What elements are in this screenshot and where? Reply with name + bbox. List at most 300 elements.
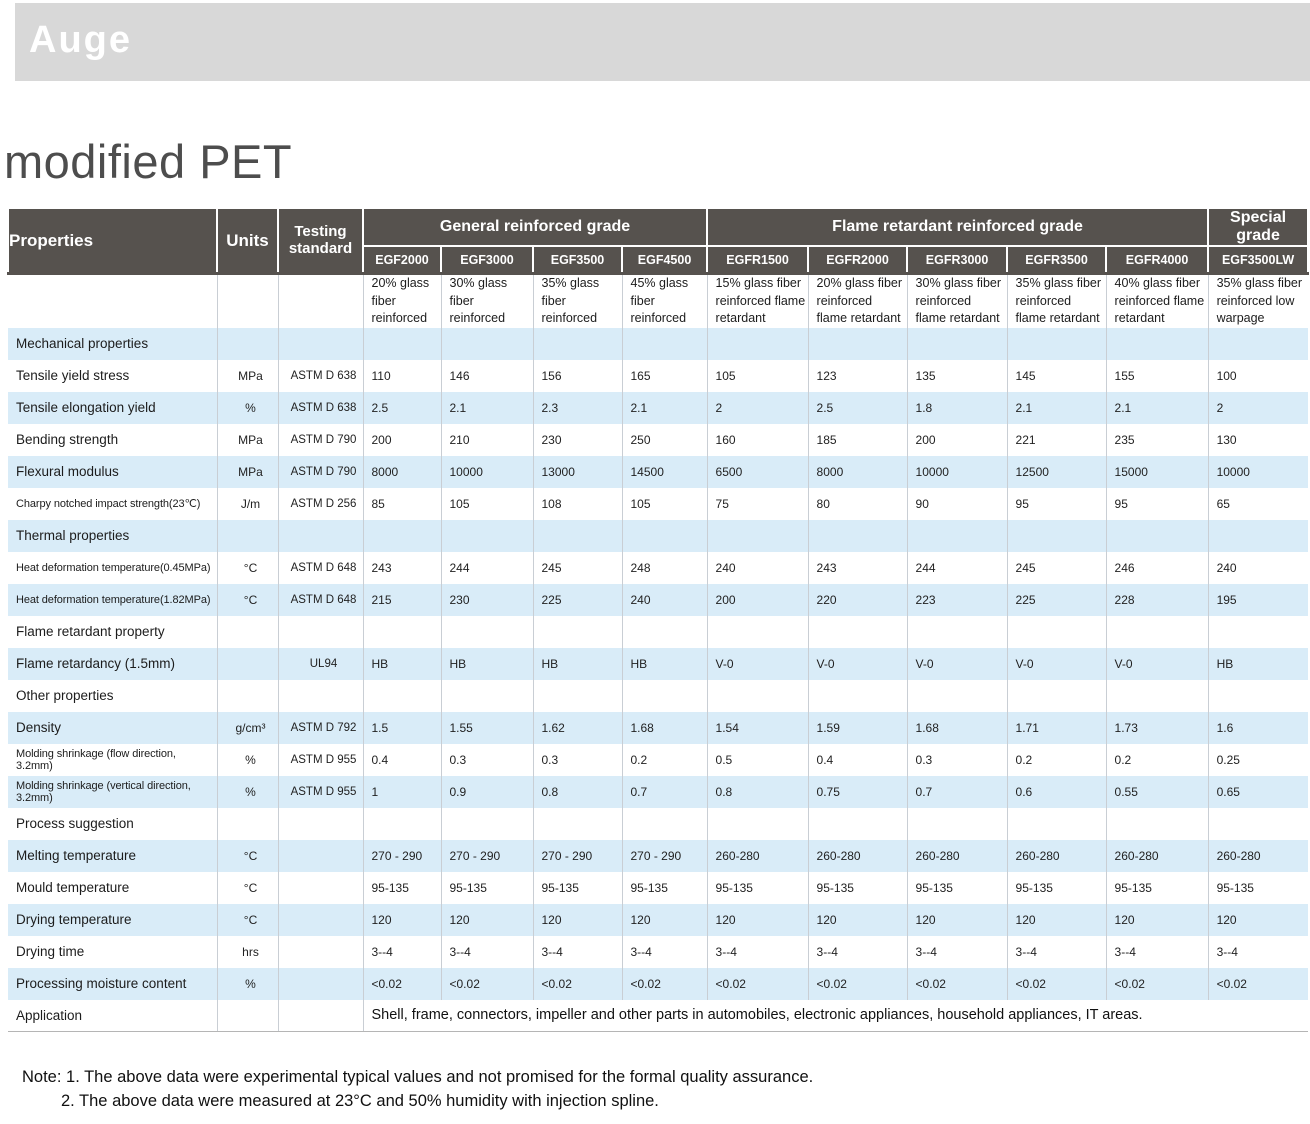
grade-description: 30% glass fiber reinforced: [441, 274, 533, 328]
value-cell: 270 - 290: [622, 840, 707, 872]
standard-cell: ASTM D 792: [278, 712, 363, 744]
value-cell: 95-135: [441, 872, 533, 904]
grade-description: 15% glass fiber reinforced flame retardant: [707, 274, 808, 328]
value-cell: 220: [808, 584, 907, 616]
standard-cell: ASTM D 955: [278, 776, 363, 808]
note-line-2: 2. The above data were measured at 23°C and 50% humidity with injection spline.: [61, 1091, 659, 1110]
value-cell: 0.8: [533, 776, 622, 808]
note-line-1: Note: 1. The above data were experimental typical values and not promised for the formal quality assurance.: [22, 1068, 814, 1086]
value-cell: 3--4: [1208, 936, 1308, 968]
data-row: [8, 648, 1308, 680]
col-header-units: Units: [217, 208, 278, 274]
value-cell: <0.02: [363, 968, 441, 1000]
model-header-egfr3500: EGFR3500: [1007, 246, 1106, 274]
value-cell: HB: [441, 648, 533, 680]
standard-cell: ASTM D 648: [278, 552, 363, 584]
value-cell: 95-135: [1007, 872, 1106, 904]
value-cell: 120: [1106, 904, 1208, 936]
value-cell: 95-135: [622, 872, 707, 904]
value-cell: 260-280: [1106, 840, 1208, 872]
value-cell: 230: [441, 584, 533, 616]
value-cell: [1007, 680, 1106, 712]
property-label: Molding shrinkage (flow direction, 3.2mm): [16, 747, 176, 772]
data-row: [8, 584, 1308, 616]
value-cell: [622, 520, 707, 552]
value-cell: 240: [1208, 552, 1308, 584]
value-cell: [808, 616, 907, 648]
value-cell: V-0: [808, 648, 907, 680]
property-label: Application: [8, 1000, 217, 1032]
value-cell: 1.73: [1106, 712, 1208, 744]
value-cell: 0.8: [707, 776, 808, 808]
value-cell: 2.1: [1007, 392, 1106, 424]
value-cell: 3--4: [1007, 936, 1106, 968]
data-row: [8, 776, 1308, 808]
grade-description: 35% glass fiber reinforced: [533, 274, 622, 328]
value-cell: HB: [533, 648, 622, 680]
value-cell: 75: [707, 488, 808, 520]
value-cell: V-0: [1106, 648, 1208, 680]
value-cell: 246: [1106, 552, 1208, 584]
value-cell: [1007, 808, 1106, 840]
property-label: Drying temperature: [16, 912, 132, 927]
value-cell: 2: [1208, 392, 1308, 424]
empty-cell: [278, 274, 363, 328]
value-cell: [363, 680, 441, 712]
standard-cell: [278, 328, 363, 360]
value-cell: [808, 328, 907, 360]
value-cell: 0.55: [1106, 776, 1208, 808]
value-cell: 105: [441, 488, 533, 520]
value-cell: [907, 328, 1007, 360]
unit-cell: %: [217, 744, 278, 776]
value-cell: <0.02: [707, 968, 808, 1000]
group-header-row: [8, 208, 1308, 246]
value-cell: 245: [533, 552, 622, 584]
standard-cell: [278, 936, 363, 968]
data-row: [8, 392, 1308, 424]
value-cell: 8000: [363, 456, 441, 488]
value-cell: [533, 616, 622, 648]
unit-cell: [217, 648, 278, 680]
section-row: [8, 680, 1308, 712]
value-cell: 225: [533, 584, 622, 616]
value-cell: [1208, 616, 1308, 648]
application-row: [8, 1000, 1308, 1032]
value-cell: [1106, 328, 1208, 360]
value-cell: [907, 520, 1007, 552]
standard-cell: [278, 904, 363, 936]
empty-cell: [278, 1000, 363, 1032]
value-cell: 1.71: [1007, 712, 1106, 744]
notes: [22, 1066, 813, 1114]
value-cell: 2.1: [441, 392, 533, 424]
empty-cell: [8, 274, 217, 328]
value-cell: 0.6: [1007, 776, 1106, 808]
value-cell: 270 - 290: [363, 840, 441, 872]
value-cell: 1.5: [363, 712, 441, 744]
data-row: [8, 904, 1308, 936]
value-cell: 8000: [808, 456, 907, 488]
value-cell: 260-280: [1208, 840, 1308, 872]
value-cell: 248: [622, 552, 707, 584]
value-cell: 223: [907, 584, 1007, 616]
property-label: Drying time: [16, 944, 85, 959]
value-cell: [622, 616, 707, 648]
value-cell: [707, 680, 808, 712]
unit-cell: [217, 616, 278, 648]
value-cell: [1007, 520, 1106, 552]
value-cell: 10000: [907, 456, 1007, 488]
value-cell: 200: [363, 424, 441, 456]
property-label: Thermal properties: [16, 528, 130, 543]
value-cell: 1.55: [441, 712, 533, 744]
standard-cell: ASTM D 638: [278, 392, 363, 424]
value-cell: 95: [1106, 488, 1208, 520]
model-header-egfr1500: EGFR1500: [707, 246, 808, 274]
value-cell: HB: [622, 648, 707, 680]
standard-cell: [278, 520, 363, 552]
section-row: [8, 616, 1308, 648]
value-cell: 210: [441, 424, 533, 456]
data-row: [8, 712, 1308, 744]
value-cell: 10000: [441, 456, 533, 488]
value-cell: 3--4: [622, 936, 707, 968]
value-cell: 225: [1007, 584, 1106, 616]
value-cell: 200: [707, 584, 808, 616]
value-cell: [363, 616, 441, 648]
value-cell: 0.9: [441, 776, 533, 808]
unit-cell: g/cm³: [217, 712, 278, 744]
value-cell: [441, 808, 533, 840]
section-row: [8, 520, 1308, 552]
value-cell: 95: [1007, 488, 1106, 520]
value-cell: <0.02: [533, 968, 622, 1000]
model-header-egf3500lw: EGF3500LW: [1208, 246, 1308, 274]
value-cell: 120: [808, 904, 907, 936]
group-header-general-reinforced: General reinforced grade: [363, 208, 707, 246]
value-cell: 1.54: [707, 712, 808, 744]
value-cell: [1208, 808, 1308, 840]
value-cell: [1007, 616, 1106, 648]
value-cell: 0.65: [1208, 776, 1308, 808]
brand-logo: Auge: [29, 19, 132, 61]
value-cell: 200: [907, 424, 1007, 456]
value-cell: 13000: [533, 456, 622, 488]
col-header-properties: Properties: [8, 208, 217, 274]
unit-cell: [217, 520, 278, 552]
data-row: [8, 552, 1308, 584]
value-cell: 245: [1007, 552, 1106, 584]
value-cell: 95-135: [1208, 872, 1308, 904]
unit-cell: °C: [217, 904, 278, 936]
unit-cell: °C: [217, 872, 278, 904]
value-cell: 160: [707, 424, 808, 456]
value-cell: V-0: [907, 648, 1007, 680]
value-cell: 250: [622, 424, 707, 456]
value-cell: 260-280: [1007, 840, 1106, 872]
unit-cell: %: [217, 392, 278, 424]
value-cell: 135: [907, 360, 1007, 392]
unit-cell: %: [217, 968, 278, 1000]
model-header-egf4500: EGF4500: [622, 246, 707, 274]
value-cell: 85: [363, 488, 441, 520]
grade-description: 35% glass fiber reinforced flame retardant: [1007, 274, 1106, 328]
value-cell: 244: [907, 552, 1007, 584]
value-cell: [533, 680, 622, 712]
unit-cell: hrs: [217, 936, 278, 968]
value-cell: 10000: [1208, 456, 1308, 488]
value-cell: [363, 328, 441, 360]
property-label: Charpy notched impact strength(23℃): [16, 498, 201, 510]
section-row: [8, 808, 1308, 840]
value-cell: 105: [707, 360, 808, 392]
standard-cell: ASTM D 648: [278, 584, 363, 616]
value-cell: [1106, 680, 1208, 712]
value-cell: 165: [622, 360, 707, 392]
value-cell: V-0: [707, 648, 808, 680]
property-label: Mechanical properties: [16, 336, 149, 351]
section-row: [8, 328, 1308, 360]
value-cell: 270 - 290: [533, 840, 622, 872]
value-cell: 0.4: [808, 744, 907, 776]
value-cell: 1.68: [622, 712, 707, 744]
value-cell: 14500: [622, 456, 707, 488]
value-cell: 3--4: [441, 936, 533, 968]
grade-description: 40% glass fiber reinforced flame retardant: [1106, 274, 1208, 328]
value-cell: 0.4: [363, 744, 441, 776]
value-cell: <0.02: [441, 968, 533, 1000]
data-row: [8, 872, 1308, 904]
value-cell: 1.68: [907, 712, 1007, 744]
value-cell: 65: [1208, 488, 1308, 520]
property-label: Flexural modulus: [16, 464, 119, 479]
grade-description: 35% glass fiber reinforced low warpage: [1208, 274, 1308, 328]
data-row: [8, 360, 1308, 392]
value-cell: <0.02: [907, 968, 1007, 1000]
data-row: [8, 968, 1308, 1000]
value-cell: [808, 808, 907, 840]
empty-cell: [217, 274, 278, 328]
value-cell: [707, 808, 808, 840]
standard-cell: ASTM D 638: [278, 360, 363, 392]
value-cell: [1208, 680, 1308, 712]
property-label: Other properties: [16, 688, 114, 703]
value-cell: 120: [363, 904, 441, 936]
description-row: [8, 274, 1308, 328]
grade-description: 45% glass fiber reinforced: [622, 274, 707, 328]
value-cell: <0.02: [622, 968, 707, 1000]
value-cell: 123: [808, 360, 907, 392]
empty-cell: [217, 1000, 278, 1032]
model-header-egfr4000: EGFR4000: [1106, 246, 1208, 274]
value-cell: [1208, 328, 1308, 360]
property-label: Flame retardancy (1.5mm): [16, 656, 176, 671]
value-cell: 260-280: [707, 840, 808, 872]
standard-cell: ASTM D 790: [278, 424, 363, 456]
standard-cell: UL94: [278, 648, 363, 680]
value-cell: 105: [622, 488, 707, 520]
property-label: Tensile yield stress: [16, 368, 130, 383]
value-cell: 0.25: [1208, 744, 1308, 776]
value-cell: 6500: [707, 456, 808, 488]
unit-cell: MPa: [217, 424, 278, 456]
unit-cell: °C: [217, 840, 278, 872]
value-cell: 0.2: [1106, 744, 1208, 776]
standard-cell: [278, 840, 363, 872]
unit-cell: MPa: [217, 456, 278, 488]
value-cell: [907, 680, 1007, 712]
value-cell: [1106, 520, 1208, 552]
value-cell: 3--4: [363, 936, 441, 968]
value-cell: <0.02: [1106, 968, 1208, 1000]
unit-cell: J/m: [217, 488, 278, 520]
value-cell: 12500: [1007, 456, 1106, 488]
data-row: [8, 456, 1308, 488]
value-cell: [707, 520, 808, 552]
value-cell: 228: [1106, 584, 1208, 616]
property-label: Bending strength: [16, 432, 119, 447]
value-cell: 120: [533, 904, 622, 936]
value-cell: 0.2: [622, 744, 707, 776]
value-cell: 120: [441, 904, 533, 936]
value-cell: 0.3: [441, 744, 533, 776]
value-cell: 0.5: [707, 744, 808, 776]
data-row: [8, 424, 1308, 456]
value-cell: 2.3: [533, 392, 622, 424]
standard-cell: [278, 680, 363, 712]
value-cell: [533, 520, 622, 552]
grade-description: 20% glass fiber reinforced flame retardant: [808, 274, 907, 328]
value-cell: V-0: [1007, 648, 1106, 680]
value-cell: 146: [441, 360, 533, 392]
value-cell: [622, 808, 707, 840]
value-cell: 260-280: [907, 840, 1007, 872]
value-cell: [441, 520, 533, 552]
value-cell: 95-135: [1106, 872, 1208, 904]
value-cell: 230: [533, 424, 622, 456]
value-cell: 3--4: [707, 936, 808, 968]
unit-cell: °C: [217, 584, 278, 616]
standard-cell: ASTM D 256: [278, 488, 363, 520]
property-label: Heat deformation temperature(0.45MPa): [16, 561, 211, 574]
value-cell: [533, 328, 622, 360]
model-header-egf3000: EGF3000: [441, 246, 533, 274]
standard-cell: [278, 872, 363, 904]
model-header-egfr3000: EGFR3000: [907, 246, 1007, 274]
value-cell: 120: [907, 904, 1007, 936]
value-cell: 120: [1007, 904, 1106, 936]
value-cell: 0.2: [1007, 744, 1106, 776]
spec-table: [7, 207, 1309, 1032]
value-cell: 215: [363, 584, 441, 616]
value-cell: 145: [1007, 360, 1106, 392]
value-cell: 80: [808, 488, 907, 520]
value-cell: 95-135: [533, 872, 622, 904]
value-cell: 155: [1106, 360, 1208, 392]
data-row: [8, 744, 1308, 776]
value-cell: 195: [1208, 584, 1308, 616]
property-label: Heat deformation temperature(1.82MPa): [16, 593, 211, 606]
value-cell: 3--4: [1106, 936, 1208, 968]
value-cell: [1208, 520, 1308, 552]
value-cell: 2.1: [622, 392, 707, 424]
col-header-testing-standard: Testing standard: [278, 208, 363, 274]
value-cell: 2.5: [363, 392, 441, 424]
value-cell: [363, 808, 441, 840]
value-cell: 1: [363, 776, 441, 808]
value-cell: 185: [808, 424, 907, 456]
value-cell: 240: [622, 584, 707, 616]
value-cell: [441, 616, 533, 648]
value-cell: 95-135: [808, 872, 907, 904]
standard-cell: ASTM D 955: [278, 744, 363, 776]
value-cell: 3--4: [533, 936, 622, 968]
value-cell: 156: [533, 360, 622, 392]
value-cell: 221: [1007, 424, 1106, 456]
value-cell: 0.7: [907, 776, 1007, 808]
value-cell: [441, 680, 533, 712]
value-cell: 243: [808, 552, 907, 584]
value-cell: 3--4: [808, 936, 907, 968]
value-cell: 270 - 290: [441, 840, 533, 872]
standard-cell: [278, 808, 363, 840]
value-cell: 243: [363, 552, 441, 584]
value-cell: 130: [1208, 424, 1308, 456]
unit-cell: [217, 808, 278, 840]
group-header-flame-retardant: Flame retardant reinforced grade: [707, 208, 1208, 246]
grade-description: 20% glass fiber reinforced: [363, 274, 441, 328]
value-cell: 0.7: [622, 776, 707, 808]
unit-cell: [217, 328, 278, 360]
value-cell: [622, 680, 707, 712]
value-cell: 1.59: [808, 712, 907, 744]
value-cell: [441, 328, 533, 360]
value-cell: 0.3: [533, 744, 622, 776]
value-cell: HB: [1208, 648, 1308, 680]
value-cell: 1.62: [533, 712, 622, 744]
value-cell: [907, 808, 1007, 840]
value-cell: 15000: [1106, 456, 1208, 488]
property-label: Melting temperature: [16, 848, 137, 863]
property-label: Tensile elongation yield: [16, 400, 156, 415]
value-cell: 1.6: [1208, 712, 1308, 744]
value-cell: [707, 328, 808, 360]
value-cell: <0.02: [1208, 968, 1308, 1000]
value-cell: [1106, 616, 1208, 648]
value-cell: 108: [533, 488, 622, 520]
value-cell: [1106, 808, 1208, 840]
property-label: Flame retardant property: [16, 624, 165, 639]
property-label: Mould temperature: [16, 880, 130, 895]
value-cell: [907, 616, 1007, 648]
value-cell: 120: [622, 904, 707, 936]
property-label: Density: [16, 720, 62, 735]
unit-cell: °C: [217, 552, 278, 584]
value-cell: [533, 808, 622, 840]
value-cell: 100: [1208, 360, 1308, 392]
value-cell: HB: [363, 648, 441, 680]
value-cell: 0.3: [907, 744, 1007, 776]
property-label: Process suggestion: [16, 816, 134, 831]
data-row: [8, 488, 1308, 520]
value-cell: [1007, 328, 1106, 360]
grade-description: 30% glass fiber reinforced flame retardant: [907, 274, 1007, 328]
value-cell: [808, 520, 907, 552]
value-cell: [622, 328, 707, 360]
value-cell: 240: [707, 552, 808, 584]
value-cell: 110: [363, 360, 441, 392]
